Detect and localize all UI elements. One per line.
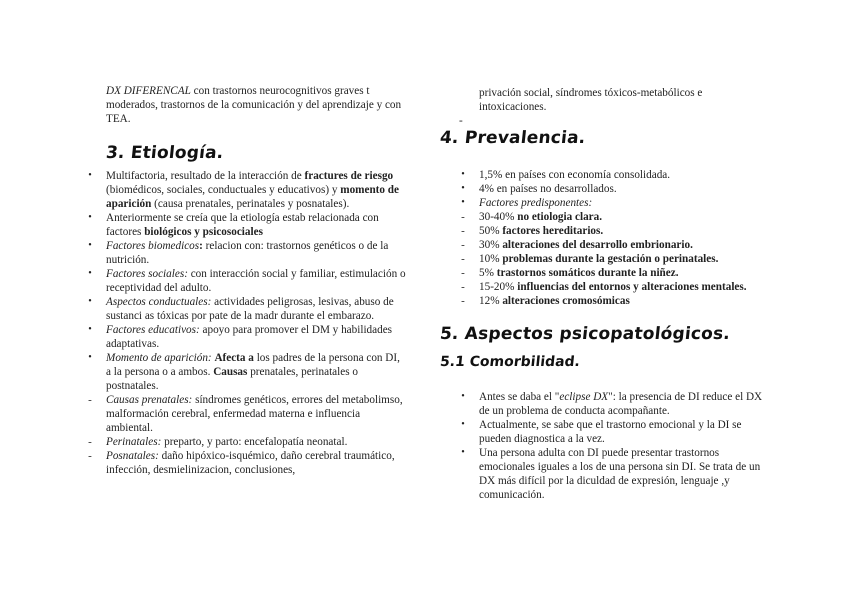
continuation-text: privación social, síndromes tóxicos-metabólicos e intoxicaciones. [479, 87, 703, 113]
prevalence-list [461, 168, 772, 308]
list-item-text: problemas durante la gestación o perinatales. [502, 253, 719, 265]
dash-marker: - [461, 295, 465, 307]
dash-marker: - [88, 436, 92, 448]
prevalence-item [461, 280, 772, 294]
list-item-text: daño hipóxico-isquémico, daño cerebral traumático, infección, desmielinizacion, conclusiones, [106, 450, 395, 476]
heading-aspectos: 5. Aspectos psicopatológicos. [438, 324, 732, 344]
etiology-item [88, 169, 406, 211]
list-item-text: Aspectos conductuales: [106, 296, 212, 308]
list-item-text: Una persona adulta con DI puede presentar trastornos emocionales iguales a los de una persona sin DI. Se trata de un DX más difícil por la diculdad de expresión, lenguaje ,y comunicación. [479, 447, 761, 501]
list-item-text: 50% [479, 225, 503, 237]
prevalence-item [461, 168, 772, 182]
bullet-marker: • [88, 324, 92, 335]
comorbidity-item [461, 390, 769, 418]
etiology-item [88, 211, 406, 239]
dash-marker: - [461, 281, 465, 293]
list-item-text: Antes se daba el " [479, 391, 560, 403]
list-item-text: alteraciones del desarrollo embrionario. [502, 239, 693, 251]
bullet-marker: • [461, 183, 465, 194]
list-item-text: : [199, 240, 206, 252]
etiology-list [88, 169, 406, 477]
list-item-text: preparto, y parto: encefalopatía neonatal. [161, 436, 348, 448]
etiology-item [88, 435, 406, 449]
list-item-text: Factores educativos: [106, 324, 200, 336]
list-item-text: 5% [479, 267, 497, 279]
list-item-text: ": la presencia de DI reduce el DX de un problema de conducta acompañante. [479, 391, 763, 417]
list-item-text: Perinatales: [106, 436, 162, 448]
list-item-text: apoyo para promover el DM y habilidades adaptativas. [106, 324, 393, 350]
list-item-text: con interacción social y familiar, estimulación o receptividad del adulto. [106, 268, 406, 294]
etiology-item [88, 267, 406, 295]
comorbidity-item [461, 446, 769, 502]
list-item-text: Posnatales: [106, 450, 159, 462]
bullet-marker: • [88, 352, 92, 363]
etiology-item [88, 239, 406, 267]
dash-marker: - [461, 253, 465, 265]
comorbidity-item [461, 418, 769, 446]
list-item-text: no etiologia clara. [517, 211, 603, 223]
diagnosis-paragraph [106, 84, 406, 126]
list-item-text: Factores biomedicos [106, 240, 200, 252]
heading-prevalencia: 4. Prevalencia. [438, 128, 587, 148]
list-item-text: Anteriormente se creía que la etiología estab relacionada con factores [106, 212, 379, 238]
list-item-text: Factores sociales: [106, 268, 188, 280]
list-item-text: los padres de la persona con DI, a la persona o a ambos. [106, 352, 400, 378]
list-item-text: Afecta a [214, 352, 254, 364]
list-item-text: Multifactoria, resultado de la interacción de [106, 170, 305, 182]
list-item-text: 4% en países no desarrollados. [479, 183, 617, 195]
prevalence-item [461, 294, 772, 308]
dash-marker: - [461, 211, 465, 223]
bullet-marker: • [88, 212, 92, 223]
etiology-item [88, 351, 406, 393]
dash-marker: - [88, 450, 92, 462]
bullet-marker: • [88, 170, 92, 181]
list-item-text: Actualmente, se sabe que el trastorno emocional y la DI se pueden diagnostica a la vez. [479, 419, 742, 445]
diagnosis-text: con trastornos neurocognitivos graves t moderados, trastornos de la comunicación y del aprendizaje y con TEA. [106, 85, 402, 125]
list-item-text: (causa prenatales, perinatales y posnatales). [151, 198, 350, 210]
prevalence-item [461, 252, 772, 266]
heading-comorbilidad: 5.1 Comorbilidad. [439, 354, 581, 370]
dash-marker: - [88, 394, 92, 406]
heading-etiologia: 3. Etiología. [104, 143, 225, 163]
etiology-item [88, 449, 406, 477]
list-item-text: 30% [479, 239, 503, 251]
list-item-text: prenatales, perinatales o postnatales. [106, 366, 358, 392]
list-item-text: influencias del entornos y alteraciones mentales. [517, 281, 747, 293]
etiology-item [88, 295, 406, 323]
prevalence-item [461, 210, 772, 224]
prevalence-item [461, 266, 772, 280]
bullet-marker: • [461, 197, 465, 208]
list-item-text: (biomédicos, sociales, conductuales y educativos) y [106, 184, 341, 196]
list-item-text: eclipse DX [559, 391, 609, 403]
list-item-text: 1,5% en países con economía consolidada. [479, 169, 671, 181]
list-item-text: factores hereditarios. [502, 225, 604, 237]
bullet-marker: • [88, 268, 92, 279]
dash-marker: - [461, 267, 465, 279]
bullet-marker: • [461, 419, 465, 430]
list-item-text: 12% [479, 295, 503, 307]
list-item-text: actividades peligrosas, lesivas, abuso de sustanci as tóxicas por pate de la madr durante el embarazo. [106, 296, 394, 322]
bullet-marker: • [88, 296, 92, 307]
bullet-marker: • [461, 447, 465, 458]
list-item-text: alteraciones cromosómicas [502, 295, 630, 307]
diagnosis-label: DX DIFERENCAL [106, 85, 191, 97]
comorbidity-list [461, 390, 769, 502]
list-item-text: trastornos somáticos durante la niñez. [496, 267, 679, 279]
list-item-text: Factores predisponentes: [479, 197, 593, 209]
etiology-item [88, 393, 406, 435]
etiology-item [88, 323, 406, 351]
list-item-text: momento de aparición [106, 184, 399, 210]
dash-marker: - [461, 225, 465, 237]
list-item-text: fractures de riesgo [304, 170, 394, 182]
dash-marker: - [461, 239, 465, 251]
bullet-marker: • [461, 169, 465, 180]
prevalence-item [461, 196, 772, 210]
bullet-marker: • [88, 240, 92, 251]
list-item-text: 10% [479, 253, 503, 265]
list-item-text: Causas prenatales: [106, 394, 193, 406]
prevalence-item [461, 238, 772, 252]
prevalence-item [461, 224, 772, 238]
list-item-text: biológicos y psicosociales [144, 226, 263, 238]
prevalence-item [461, 182, 772, 196]
stray-dash: - [459, 115, 463, 127]
list-item-text: 15-20% [479, 281, 518, 293]
bullet-marker: • [461, 391, 465, 402]
list-item-text: 30-40% [479, 211, 518, 223]
list-item-text: síndromes genéticos, errores del metabolimso, malformación cerebral, enfermedad materna e influencia ambiental. [106, 394, 403, 434]
list-item-text: relacion con: trastornos genéticos o de la nutrición. [106, 240, 389, 266]
list-item-text: Causas [213, 366, 248, 378]
list-item-text: Momento de aparición: [106, 352, 212, 364]
